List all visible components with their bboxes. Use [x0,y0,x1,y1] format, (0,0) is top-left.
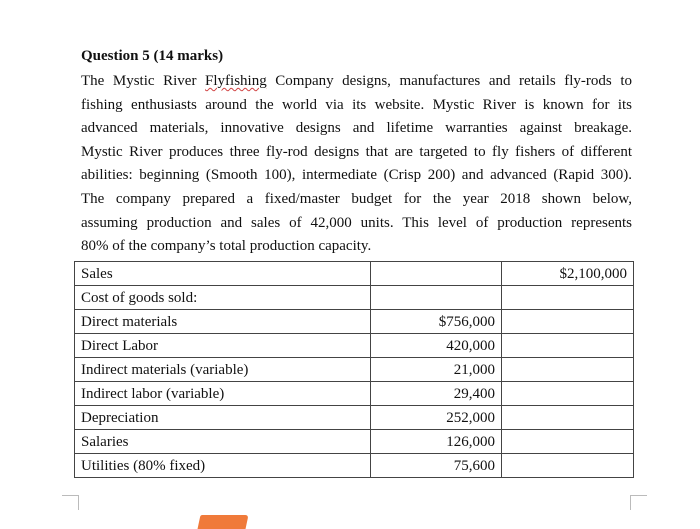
row-amount: 420,000 [371,334,502,358]
row-amount: 21,000 [371,358,502,382]
body-line-4: Mystic River produces three fly-rod designs that are targeted to fly fishers of different [81,143,632,160]
row-total [502,310,634,334]
question-body [81,70,632,259]
table-row [75,382,634,406]
row-label: Depreciation [75,406,371,430]
table-row [75,430,634,454]
row-total: $2,100,000 [502,262,634,286]
budget-table [74,261,634,478]
row-amount: 252,000 [371,406,502,430]
row-total [502,430,634,454]
spellcheck-flagged-word[interactable]: Flyfishing [205,73,267,89]
row-total [502,334,634,358]
row-label: Salaries [75,430,371,454]
question-heading: Question 5 (14 marks) [81,48,224,64]
body-line-1-end: Company designs, manufactures and retails fly-rods to [266,73,632,89]
row-total [502,454,634,478]
table-row [75,406,634,430]
body-line-8: 80% of the company’s total production capacity. [81,238,372,255]
row-amount: 75,600 [371,454,502,478]
row-label: Sales [75,262,371,286]
row-total [502,382,634,406]
body-line-7: assuming production and sales of 42,000 units. This level of production represents [81,214,632,231]
row-label: Indirect materials (variable) [75,358,371,382]
table-row [75,262,634,286]
row-amount: $756,000 [371,310,502,334]
row-amount [371,286,502,310]
row-label: Direct Labor [75,334,371,358]
body-line-5: abilities: beginning (Smooth 100), intermediate (Crisp 200) and advanced (Rapid 300). [81,167,632,184]
row-amount: 126,000 [371,430,502,454]
row-label: Utilities (80% fixed) [75,454,371,478]
row-amount: 29,400 [371,382,502,406]
row-label: Cost of goods sold: [75,286,371,310]
row-total [502,358,634,382]
body-line-6: The company prepared a fixed/master budget for the year 2018 shown below, [81,190,632,207]
row-total [502,406,634,430]
page-margin-corner-right [630,495,647,510]
table-row [75,310,634,334]
row-label: Direct materials [75,310,371,334]
page-margin-corner-left [62,495,79,510]
row-label: Indirect labor (variable) [75,382,371,406]
table-row [75,358,634,382]
table-row [75,334,634,358]
table-row [75,454,634,478]
table-row [75,286,634,310]
body-line-1-start: The Mystic River [81,73,206,89]
row-total [502,286,634,310]
row-amount [371,262,502,286]
body-line-1 [81,70,632,94]
body-line-2: fishing enthusiasts around the world via its website. Mystic River is known for its [81,96,632,113]
orange-shape-fragment [198,515,249,529]
body-line-3: advanced materials, innovative designs and lifetime warranties against breakage. [81,120,632,137]
